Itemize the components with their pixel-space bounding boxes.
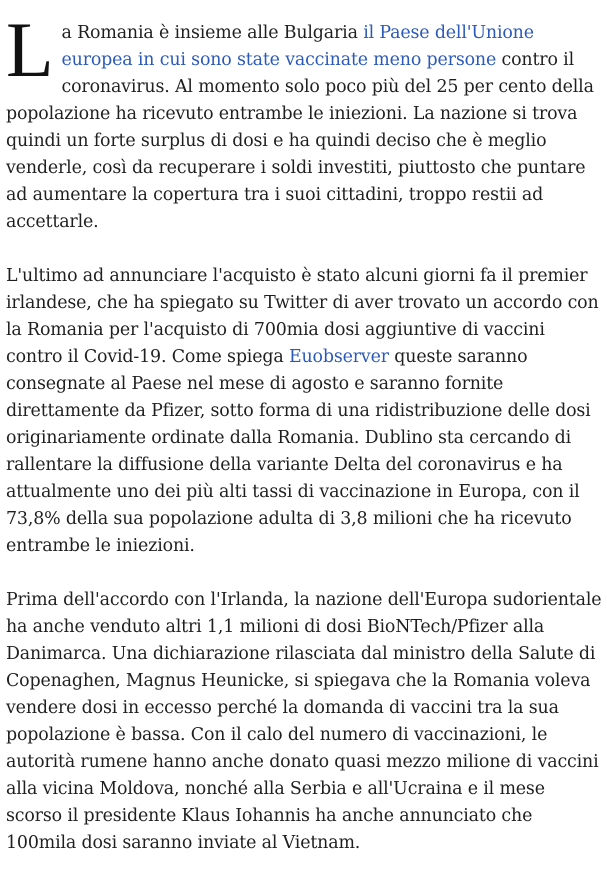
- paragraph-2: [6, 263, 606, 560]
- paragraph-3: [6, 587, 606, 857]
- paragraph-1-text-start: a Romania è insieme alle Bulgaria: [61, 23, 364, 43]
- article-body: [6, 6, 606, 884]
- paragraph-2-text-end: queste saranno consegnate al Paese nel mese di agosto e saranno fornite direttamente da Pfizer, sotto forma di una ridistribuzione delle dosi originariamente ordinate dalla Romania. Dublino sta cercando di rallentare la diffusione della variante Delta del coronavirus e ha attualmente uno dei più alti tassi di vaccinazione in Europa, con il 73,8% della sua popolazione adulta di 3,8 milioni che ha ricevuto entrambe le iniezioni.: [6, 347, 591, 556]
- paragraph-1-text-end: contro il coronavirus. Al momento solo poco più del 25 per cento della popolazione ha ricevuto entrambe le iniezioni. La nazione si trova quindi un forte surplus di dosi e ha quindi deciso che è meglio venderle, così da recuperare i soldi investiti, piuttosto che puntare ad aumentare la copertura tra i suoi cittadini, troppo restii ad accettarle.: [6, 50, 594, 232]
- eu-least-vaccinated-link[interactable]: il Paese dell'Unione europea in cui sono state vaccinate meno persone: [61, 23, 534, 70]
- paragraph-3-text: Prima dell'accordo con l'Irlanda, la nazione dell'Europa sudorientale ha anche venduto altri 1,1 milioni di dosi BioNTech/Pfizer alla Danimarca. Una dichiarazione rilasciata dal ministro della Salute di Copenaghen, Magnus Heunicke, si spiegava che la Romania voleva vendere dosi in eccesso perché la domanda di vaccini tra la sua popolazione è bassa. Con il calo del numero di vaccinazioni, le autorità rumene hanno anche donato quasi mezzo milione di vaccini alla vicina Moldova, nonché alla Serbia e all'Ucraina e il mese scorso il presidente Klaus Iohannis ha anche annunciato che 100mila dosi saranno inviate al Vietnam.: [6, 590, 602, 853]
- euobserver-link[interactable]: Euobserver: [288, 347, 389, 367]
- paragraph-2-text-start: L'ultimo ad annunciare l'acquisto è stato alcuni giorni fa il premier irlandese, che ha spiegato su Twitter di aver trovato un accordo con la Romania per l'acquisto di 700mia dosi aggiuntive di vaccini contro il Covid-19. Come spiega: [6, 266, 599, 367]
- drop-cap: L: [6, 6, 54, 93]
- paragraph-1: [6, 6, 606, 236]
